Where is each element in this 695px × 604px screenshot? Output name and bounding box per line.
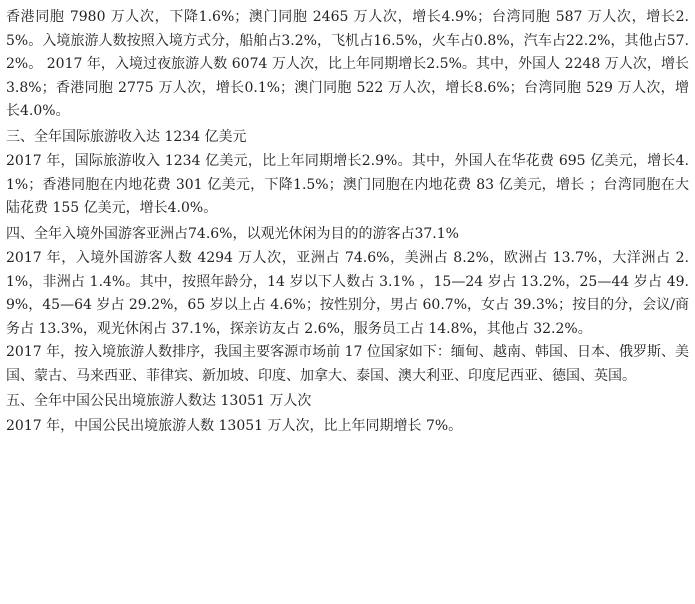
section-heading-5: 五、全年中国公民出境旅游人数达 13051 万人次 (6, 393, 312, 409)
paragraph-outbound-travel: 2017 年，中国公民出境旅游人数 13051 万人次，比上年同期增长 7%。 (6, 417, 463, 434)
section-heading-3: 三、全年国际旅游收入达 1234 亿美元 (6, 128, 247, 145)
paragraph-tourism-revenue: 2017 年，国际旅游收入 1234 亿美元，比上年同期增长2.9%。其中，外国人在华花费 695 亿美元，增长4.1%；香港同胞在内地花费 301 亿美元，下降1.5%；澳门同胞在内地花费 83 亿美元，增长 ；台湾同胞在大陆花费 155 亿美元，增长4.0%。 (6, 153, 689, 216)
paragraph-foreign-visitors: 2017 年，入境外国游客人数 4294 万人次，亚洲占 74.6%，美洲占 8.2%，欧洲占 13.7%，大洋洲占 2.1%，非洲占 1.4%。其中，按照年龄分，14 岁以下人数占 3.1% ，15—24 岁占 13.2%，25—44 岁占 49.9%，45—64 岁占 29.2%，65 岁以上占 4.6%；按性别分，男占 60.7%，女占 39.3%；按目的分，会议/商务占 13.3%，观光休闲占 37.1%，探亲访友占 2.6%，服务员工占 14.8%，其他占 32.2%。 (6, 250, 689, 337)
section-heading-4: 四、全年入境外国游客亚洲占74.6%，以观光休闲为目的的游客占37.1% (6, 225, 459, 242)
paragraph-inbound-overnight: 香港同胞 7980 万人次，下降1.6%；澳门同胞 2465 万人次，增长4.9%；台湾同胞 587 万人次，增长2.5%。入境旅游人数按照入境方式分，船舶占3.2%，飞机占16.5%，火车占0.8%，汽车占22.2%，其他占57.2%。 2017 年，入境过夜旅游人数 6074 万人次，比上年同期增长2.5%。其中，外国人 2248 万人次，增长3.8%；香港同胞 2775 万人次，增长0.1%；澳门同胞 522 万人次，增长8.6%；台湾同胞 529 万人次，增长4.0%。 (6, 9, 689, 119)
paragraph-source-markets: 2017 年，按入境旅游人数排序，我国主要客源市场前 17 位国家如下：缅甸、越南、韩国、日本、俄罗斯、美国、蒙古、马来西亚、菲律宾、新加坡、印度、加拿大、泰国、澳大利亚、印度尼西亚、德国、英国。 (6, 344, 689, 384)
